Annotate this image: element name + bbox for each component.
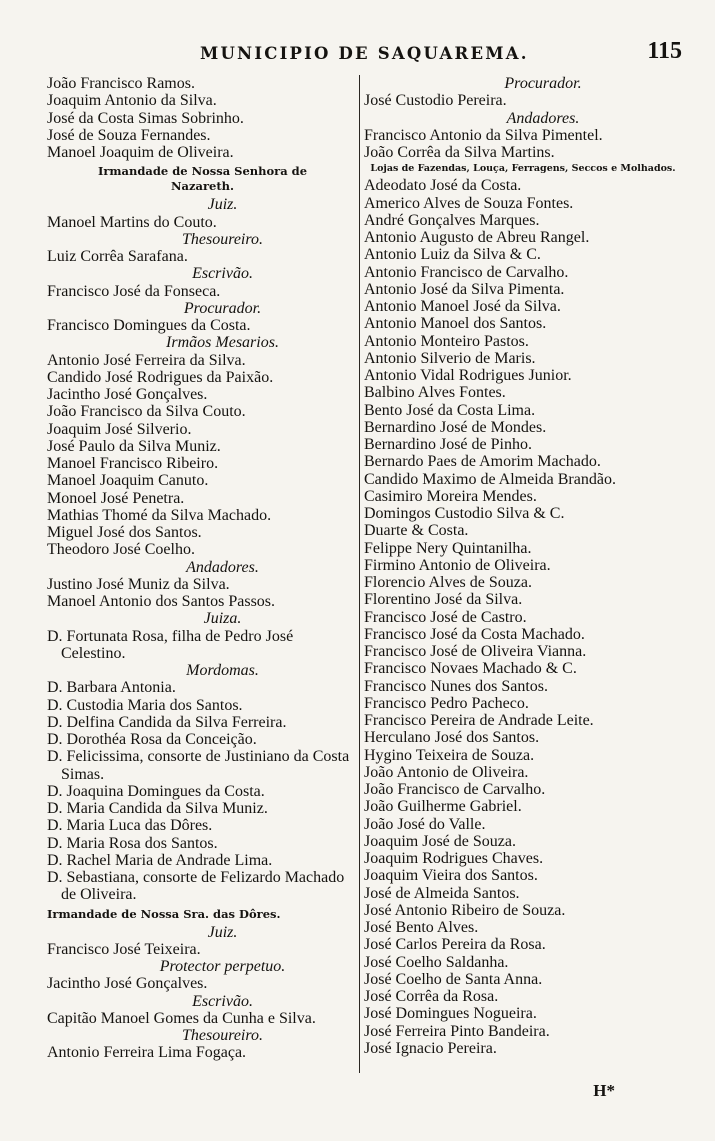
list-item: D. Maria Candida da Silva Muniz. [47,800,268,817]
list-item: João Francisco da Silva Couto. [47,403,246,421]
list-item: Firmino Antonio de Oliveira. [364,556,551,574]
list-item: Americo Alves de Souza Fontes. [364,194,574,212]
list-item: Antonio Vidal Rodrigues Junior. [364,367,572,384]
list-item: Antonio Francisco de Carvalho. [364,263,569,281]
list-item: Francisco José de Oliveira Vianna. [364,643,587,660]
list-item: José Coelho de Santa Anna. [364,970,543,988]
list-item: Manoel Martins do Couto. [47,213,217,231]
list-item: D. Dorothéa Rosa da Conceição. [47,731,257,748]
list-item: Manoel Joaquim Canuto. [47,472,209,490]
left-column [47,75,358,1062]
list-item: D. Barbara Antonia. [47,679,176,697]
list-item: Antonio José Ferreira da Silva. [47,351,246,369]
list-item: Justino José Muniz da Silva. [47,575,230,593]
list-item: Francisco Pedro Pacheco. [364,694,529,712]
irmaos-list [47,352,358,559]
list-item: José Custodio Pereira. [364,92,507,110]
list-item: Domingos Custodio Silva & C. [364,505,565,522]
list-item: Francisco Pereira de Andrade Leite. [364,712,594,729]
list-item: Florencio Alves de Souza. [364,574,532,591]
role-heading: Escrivão. [192,992,253,1010]
list-item: Monoel José Penetra. [47,489,185,507]
list-item: João Francisco de Carvalho. [364,781,546,798]
list-item: Manoel Joaquim de Oliveira. [47,144,234,161]
list-item: Luiz Corrêa Sarafana. [47,248,188,265]
list-item: Antonio Silverio de Maris. [364,349,536,367]
list-item: D. Joaquina Domingues da Costa. [47,782,265,800]
list-item: Balbino Alves Fontes. [364,384,506,402]
list-item: Francisco José da Fonseca. [47,282,221,300]
list-item: João José do Valle. [364,815,486,833]
section-title-dores: Irmandade de Nossa Sra. das Dôres. [47,906,281,921]
right-column [364,75,682,1057]
page-number: 115 [647,38,682,64]
role-heading: Procurador. [183,299,262,317]
list-item: João Francisco Ramos. [47,75,195,92]
list-item: José Ignacio Pereira. [364,1039,497,1057]
section-title-nazareth: Irmandade de Nossa Senhora de Nazareth. [97,164,308,194]
list-item: Mathias Thomé da Silva Machado. [47,506,272,524]
role-heading: Juiz. [207,923,238,941]
list-item: José de Almeida Santos. [364,884,520,902]
list-item: Antonio Luiz da Silva & C. [364,246,541,264]
list-item: D. Maria Rosa dos Santos. [47,834,218,852]
list-item: Bernardino José de Pinho. [364,436,532,453]
list-item: Antonio Augusto de Abreu Rangel. [364,229,590,246]
list-item: João Guilherme Gabriel. [364,798,522,816]
role-heading: Andadores. [186,558,259,576]
list-item: D. Maria Luca das Dôres. [47,817,213,835]
list-item: José Paulo da Silva Muniz. [47,437,221,455]
role-heading: Mordomas. [186,662,259,679]
list-item: Bernardo Paes de Amorim Machado. [364,453,601,471]
list-item: Jacintho José Gonçalves. [47,386,208,403]
list-item: Casimiro Moreira Mendes. [364,487,537,505]
list-item: José de Souza Fernandes. [47,126,211,144]
list-item: D. Rachel Maria de Andrade Lima. [47,851,273,869]
role-heading: Protector perpetuo. [159,958,286,975]
list-item: Francisco José Teixeira. [47,940,201,958]
signature-mark: H* [593,1081,615,1100]
column-divider [359,75,360,1073]
list-item: José Bento Alves. [364,919,479,936]
top-entries-list [47,75,358,161]
list-item: Manoel Antonio dos Santos Passos. [47,593,276,610]
list-item: Joaquim José de Souza. [364,832,516,850]
list-item: Bento José da Costa Lima. [364,401,536,419]
list-item: Antonio Manoel José da Silva. [364,298,561,315]
page-header [0,38,715,70]
role-heading: Juiz. [207,196,238,214]
list-item: Joaquim Antonio da Silva. [47,92,217,110]
list-item: D. Custodia Maria dos Santos. [47,696,243,714]
role-heading: Thesoureiro. [181,1027,264,1044]
list-item: João Antonio de Oliveira. [364,763,529,781]
list-item: Francisco José de Castro. [364,608,527,626]
list-item: Antonio José da Silva Pimenta. [364,280,565,298]
list-item: André Gonçalves Marques. [364,211,540,229]
role-heading: Escrivão. [192,265,253,283]
list-item: Francisco Domingues da Costa. [47,317,251,334]
list-item: José Carlos Pereira da Rosa. [364,936,546,954]
list-item: Bernardino José de Mondes. [364,418,547,436]
mordomas-list [47,679,358,903]
list-item: José Domingues Nogueira. [364,1005,537,1023]
list-item: João Corrêa da Silva Martins. [364,144,555,161]
list-item: Herculano José dos Santos. [364,729,540,747]
list-item: D. Delfina Candida da Silva Ferreira. [47,713,287,731]
list-item: Candido Maximo de Almeida Brandão. [364,470,616,488]
list-item: Joaquim José Silverio. [47,420,192,438]
list-item: Antonio Ferreira Lima Fogaça. [47,1044,247,1062]
list-item: D. Fortunata Rosa, filha de Pedro José Celestino. [47,627,294,662]
list-item: Theodoro José Coelho. [47,541,195,559]
list-item: D. Sebastiana, consorte de Felizardo Machado de Oliveira. [47,869,345,904]
list-item: Antonio Manoel dos Santos. [364,315,547,333]
list-item: Hygino Teixeira de Souza. [364,746,535,764]
list-item: Francisco Nunes dos Santos. [364,677,548,695]
list-item: D. Felicissima, consorte de Justiniano da Costa Simas. [47,748,350,783]
list-item: José Ferreira Pinto Bandeira. [364,1022,550,1040]
list-item: Joaquim Vieira dos Santos. [364,867,538,885]
role-heading: Thesoureiro. [181,230,264,248]
list-item: José da Costa Simas Sobrinho. [47,109,244,127]
list-item: Manoel Francisco Ribeiro. [47,455,219,472]
section-title-lojas: Lojas de Fazendas, Louça, Ferragens, Seccos e Molhados. [370,163,676,175]
list-item: Candido José Rodrigues da Paixão. [47,368,274,386]
lojas-list [364,177,682,1057]
list-item: Capitão Manoel Gomes da Cunha e Silva. [47,1009,316,1027]
list-item: José Corrêa da Rosa. [364,988,499,1005]
role-heading: Irmãos Mesarios. [166,334,279,352]
list-item: Joaquim Rodrigues Chaves. [364,850,544,867]
list-item: Jacintho José Gonçalves. [47,975,208,993]
list-item: Felippe Nery Quintanilha. [364,539,532,557]
list-item: Adeodato José da Costa. [364,177,522,195]
list-item: Florentino José da Silva. [364,591,523,609]
role-heading: Juiza. [203,610,242,628]
list-item: Antonio Monteiro Pastos. [364,332,529,350]
list-item: José Antonio Ribeiro de Souza. [364,901,566,919]
page-title: MUNICIPIO DE SAQUAREMA. [200,44,529,63]
list-item: Francisco Novaes Machado & C. [364,660,577,678]
list-item: Miguel José dos Santos. [47,524,202,541]
role-heading: Procurador. [504,75,582,92]
list-item: Francisco Antonio da Silva Pimentel. [364,126,603,144]
list-item: Francisco José da Costa Machado. [364,625,585,643]
list-item: José Coelho Saldanha. [364,953,509,971]
list-item: Duarte & Costa. [364,522,469,540]
role-heading: Andadores. [506,109,580,127]
